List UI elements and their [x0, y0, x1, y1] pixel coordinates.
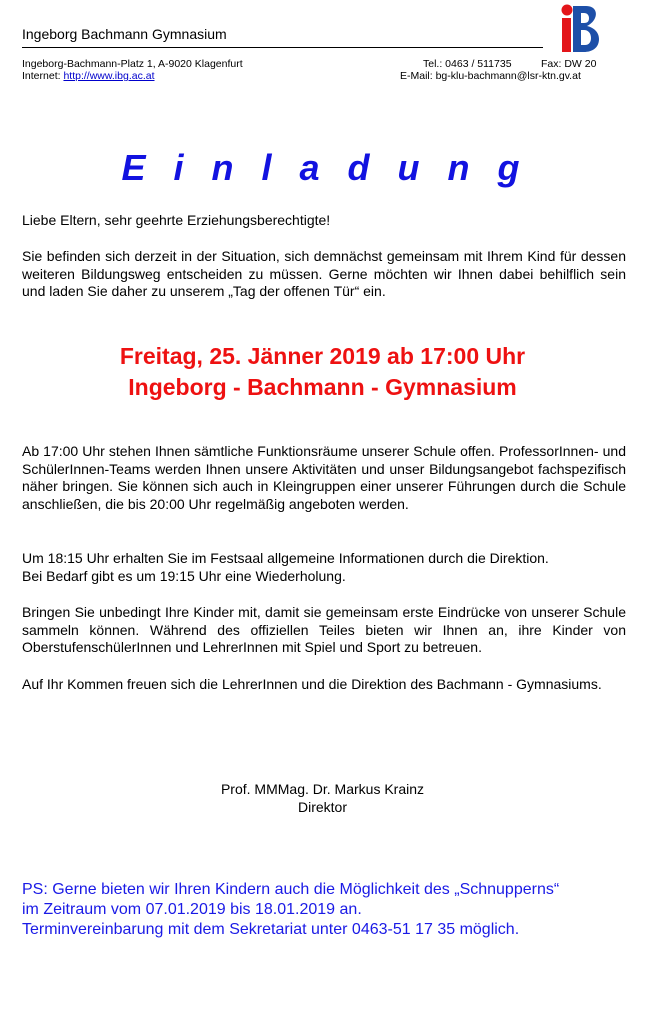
ps-line: Terminvereinbarung mit dem Sekretariat unter 0463-51 17 35 möglich.: [22, 921, 520, 938]
intro-paragraph: Sie befinden sich derzeit in der Situation, sich demnächst gemeinsam mit Ihrem Kind für dessen weiteren Bildungsweg entscheiden zu müssen. Gerne möchten wir Ihnen dabei behilflich sein und laden Sie daher zu unserem „Tag der offenen Tür“ ein.: [22, 248, 626, 300]
greeting: Liebe Eltern, sehr geehrte Erziehungsberechtigte!: [22, 212, 331, 228]
event-date: Freitag, 25. Jänner 2019 ab 17:00 Uhr: [119, 343, 526, 369]
event-location: Ingeborg - Bachmann - Gymnasium: [128, 374, 517, 400]
ps-line: PS: Gerne bieten wir Ihren Kindern auch die Möglichkeit des „Schnupperns“: [22, 881, 560, 898]
logo-i-stem: [562, 18, 571, 52]
internet-label: Internet:: [22, 70, 64, 82]
signature-name: Prof. MMMag. Dr. Markus Krainz: [220, 781, 425, 797]
fax-number: Fax: DW 20: [541, 58, 597, 70]
info-paragraph: [22, 550, 626, 585]
school-name: Ingeborg Bachmann Gymnasium: [22, 26, 227, 42]
header-divider: [22, 47, 543, 48]
program-paragraph: Ab 17:00 Uhr stehen Ihnen sämtliche Funktionsräume unserer Schule offen. ProfessorInnen- und SchülerInnen-Teams werden Ihnen unsere Aktivitäten und unser Bildungsangebot fachspezifisch näher bringen. Sie können sich auch in Kleingruppen einer unserer Führungen durch die Schule anschließen, die bis 20:00 Uhr regelmäßig angeboten werden.: [22, 443, 626, 512]
info-line: Um 18:15 Uhr erhalten Sie im Festsaal allgemeine Informationen durch die Direktion.: [22, 550, 549, 566]
email-address: E-Mail: bg-klu-bachmann@lsr-ktn.gv.at: [400, 70, 581, 82]
logo-dot: [562, 5, 573, 16]
repeat-line: Bei Bedarf gibt es um 19:15 Uhr eine Wiederholung.: [22, 567, 346, 584]
website-link[interactable]: http://www.ibg.ac.at: [63, 70, 155, 82]
internet-line: [22, 70, 155, 82]
closing-paragraph: Auf Ihr Kommen freuen sich die LehrerInnen und die Direktion des Bachmann - Gymnasiums.: [22, 676, 602, 692]
invitation-title: E i n l a d u n g: [121, 147, 529, 188]
ibg-logo-icon: [556, 3, 600, 55]
phone-number: Tel.: 0463 / 511735: [423, 58, 512, 70]
logo-b-letter: [573, 6, 599, 52]
ps-line: im Zeitraum vom 07.01.2019 bis 18.01.2019 an.: [22, 901, 362, 918]
children-paragraph: Bringen Sie unbedingt Ihre Kinder mit, damit sie gemeinsam erste Eindrücke von unserer Schule sammeln können. Während des offiziellen Teiles bieten wir Ihnen an, ihre Kinder von OberstufenschülerInnen und LehrerInnen mit Spiel und Sport zu betreuen.: [22, 604, 626, 656]
signature-role: Direktor: [297, 799, 347, 815]
school-address: Ingeborg-Bachmann-Platz 1, A-9020 Klagenfurt: [22, 58, 243, 70]
